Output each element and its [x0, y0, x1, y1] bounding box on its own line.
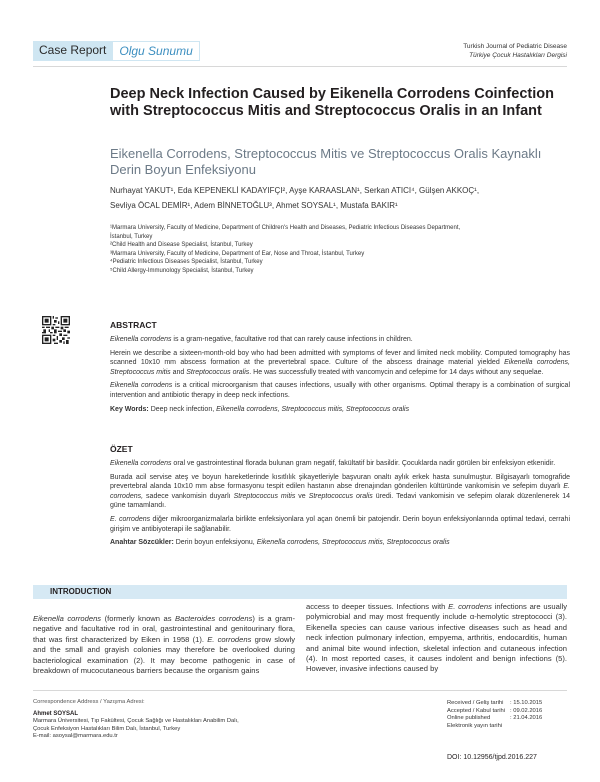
ozet-paragraph-3: E. corrodens diğer mikroorganizmalarla birlikte enfeksiyonlara yol açan önemli bir patojendir. Derin boyun enfeksiyonlarında optimal tedavi, cerrahi girişim ve antibiyoterapi ile sağlanabilir. — [110, 515, 570, 533]
abstract-paragraph-2: Herein we describe a sixteen-month-old boy who had been admitted with symptoms of fever and limited neck mobility. Computed tomography has scanned 10x10 mm abscess formation at the prevertebral space. Culture of the abscess drainage material yielded Eikenella corrodens, Streptococcus mitis and Streptococcus oralis. He was successfully treated with vancomycin and cefepime for 14 days without any sequelae. — [110, 349, 570, 376]
journal-name-en: Turkish Journal of Pediatric Disease — [463, 43, 567, 50]
qr-code-icon — [42, 316, 70, 344]
author-list — [110, 183, 570, 213]
article-dates — [447, 700, 572, 730]
introduction-right-column: access to deeper tissues. Infections with E. corrodens infections are usually polymicrobial and may most frequently include α-hemolytic streptococci (3). Eikenella species can cause various infective diseases such as head and neck infection pulmonary infection, empyema, arthritis, endocarditis, human and animal bite wound infection, skeletal infection and cutaneous infection (4). In most reported cases, it causes indolent and benign infections (5). However, invasive infections caused by — [306, 602, 567, 674]
correspondence-address-2: Çocuk Enfeksiyon Hastalıkları Bilim Dalı, İstanbul, Turkey — [33, 725, 181, 732]
abstract-keywords: Key Words: Deep neck infection, Eikenella corrodens, Streptococcus mitis, Streptococcus oralis — [110, 405, 410, 413]
article-type-tag — [33, 41, 200, 61]
affiliation-4: ⁴Pediatric Infectious Diseases Specialist, İstanbul, Turkey — [110, 259, 263, 265]
case-report-tag: Case Report — [33, 41, 112, 61]
footer-divider — [33, 690, 567, 691]
authors-line-1: Nurhayat YAKUT¹, Eda KEPENEKLİ KADAYIFÇI², Ayşe KARAASLAN¹, Serkan ATICI⁴, Gülşen AKKOÇ¹, — [110, 186, 480, 195]
affiliation-3: ³Marmara University, Faculty of Medicine, Department of Ear, Nose and Throat, İstanbul, Turkey — [110, 250, 365, 257]
ozet-paragraph-1: Eikenella corrodens oral ve gastrointestinal florada bulunan gram negatif, fakültatif bir basildir. Çocuklarda nadir görülen bir enfeksiyon etkenidir. — [110, 460, 556, 467]
header-divider — [33, 66, 567, 67]
accepted-date: Accepted / Kabul tarihi : 09.02.2016 — [447, 707, 543, 714]
introduction-left-column: Eikenella corrodens (formerly known as Bacteroides corrodens) is a gram-negative and facultative rod in oral, gastrointestinal and genitourinary flora, that was first characterized by Eiken in 1958 (1). E. corrodens grow slowly and the small and grayish colonies may therefore be overlooked during bacteriological examination (2). It may become pathogenic in case of breakdown of mucocutaneous barriers because the organism gains — [33, 614, 295, 676]
abstract-heading: ABSTRACT — [110, 320, 157, 330]
online-date: Online published : 21.04.2016 — [447, 715, 543, 722]
correspondence-address-1: Marmara Üniversitesi, Tıp Fakültesi, Çocuk Sağlığı ve Hastalıkları Anabilim Dalı, — [33, 718, 239, 725]
title-english: Deep Neck Infection Caused by Eikenella Corrodens Coinfection with Streptococcus Mitis and Streptococcus Oralis in an Infant — [110, 86, 554, 119]
doi: DOI: 10.12956/tjpd.2016.227 — [447, 754, 537, 761]
ozet-heading: ÖZET — [110, 444, 133, 454]
correspondence-block — [33, 699, 333, 741]
elektronik-label: Elektronik yayın tarihi — [447, 722, 503, 729]
correspondence-label: Correspondence Address / Yazışma Adresi: — [33, 699, 145, 705]
affiliation-1-city: İstanbul, Turkey — [110, 233, 153, 240]
ozet-paragraph-2: Burada acil servise ateş ve boyun hareketlerinde kısıtlılık şikayetleriyle başvuran onaltı aylık erkek hasta sunulmuştur. Bilgisayarlı tomografide prevertebral alanda 10x10 mm abse formasyonu tespit edilen hastanın abse drenajından gönderilen kültüründe vankomisin ve sefepim duyarlı E. corrodens, sadece vankomisin duyarlı Streptococcus mitis ve Streptococcus oralis üredi. Tedavi vankomisin ve sefepim olarak düzenlenerek 14 güne tamamlandı. — [110, 473, 570, 510]
correspondence-name: Ahmet SOYSAL — [33, 710, 79, 717]
introduction-heading: INTRODUCTION — [50, 587, 112, 596]
abstract-paragraph-1: Eikenella corrodens is a gram-negative, facultative rod that can rarely cause infections in children. — [110, 336, 413, 343]
olgu-sunumu-tag: Olgu Sunumu — [112, 41, 199, 61]
received-date: Received / Geliş tarihi : 15.10.2015 — [447, 700, 543, 706]
introduction-heading-bar — [33, 585, 567, 599]
journal-name-tr: Türkiye Çocuk Hastalıkları Dergisi — [469, 52, 567, 59]
ozet-body — [110, 459, 570, 552]
correspondence-email: E-mail: asoysal@marmara.edu.tr — [33, 733, 118, 740]
authors-line-2: Sevliya ÖCAL DEMİR¹, Adem BİNNETOĞLU³, Ahmet SOYSAL¹, Mustafa BAKIR¹ — [110, 201, 398, 210]
abstract-body — [110, 335, 570, 418]
title-turkish: Eikenella Corrodens, Streptococcus Mitis ve Streptococcus Oralis Kaynaklı Derin Boyun Enfeksiyonu — [110, 146, 542, 177]
affiliation-5: ⁵Child Allergy-Immunology Specialist, İstanbul, Turkey — [110, 267, 254, 274]
affiliation-2: ²Child Health and Disease Specialist, İstanbul, Turkey — [110, 242, 253, 248]
ozet-keywords: Anahtar Sözcükler: Derin boyun enfeksiyonu, Eikenella corrodens, Streptococcus mitis, Streptococcus oralis — [110, 539, 450, 547]
abstract-paragraph-3: Eikenella corrodens is a critical microorganism that causes infections, usually with other organisms. Optimal therapy is a combination of surgical intervention and antibiotic therapy in deep neck infections. — [110, 382, 570, 399]
journal-name — [463, 42, 567, 60]
affiliation-1: ¹Marmara University, Faculty of Medicine, Department of Children's Health and Diseases, Pediatric Infectious Diseases Department, — [110, 225, 461, 231]
affiliations — [110, 224, 570, 275]
